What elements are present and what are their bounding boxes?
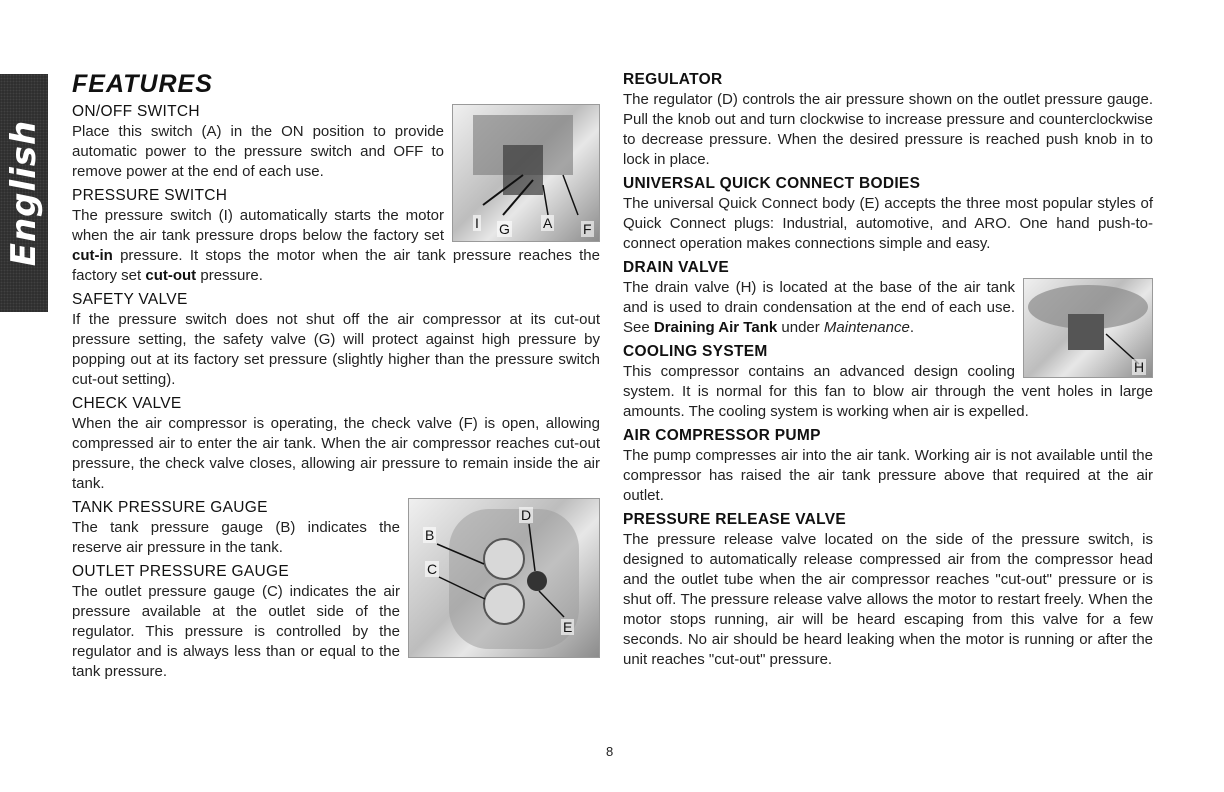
left-column — [72, 70, 600, 686]
regulator-heading: REGULATOR — [623, 71, 723, 88]
pump-heading: AIR COMPRESSOR PUMP — [623, 427, 821, 444]
figure-label-a: A — [543, 215, 553, 231]
figure-label-i: I — [475, 215, 479, 231]
cooling-heading: COOLING SYSTEM — [623, 343, 768, 360]
gauges-figure — [408, 498, 600, 658]
figure-label-h: H — [1134, 359, 1145, 375]
page-number: 8 — [606, 744, 614, 759]
pressure-switch-heading: PRESSURE SWITCH — [72, 187, 228, 204]
pressure-switch-text: The pressure switch (I) automatically starts the motor when the air tank pressure drops below the factory set cut-in pressure. It stops the motor when the air tank pressure reaches the factory set cut-out pressure. — [72, 207, 600, 284]
figure-label-c: C — [427, 561, 438, 577]
figure-label-d: D — [521, 507, 532, 523]
check-valve-heading: CHECK VALVE — [72, 395, 182, 412]
tank-gauge-text: The tank pressure gauge (B) indicates the reserve air pressure in the tank. — [72, 519, 400, 556]
onoff-text: Place this switch (A) in the ON position to provide automatic power to the pressure switch and OFF to remove power at the end of each use. — [72, 123, 444, 180]
switch-figure — [452, 104, 600, 242]
regulator-text: The regulator (D) controls the air pressure shown on the outlet pressure gauge. Pull the knob out and turn clockwise to increase pressure and counterclockwise to decrease pressure. When the desired pressure is reached push knob in to lock in place. — [623, 91, 1153, 168]
quick-connect-text: The universal Quick Connect body (E) accepts the three most popular styles of Quick Connect plugs: Industrial, automotive, and ARO. One hand push-to-connect operation makes connections simple and easy. — [623, 195, 1153, 252]
figure-label-f: F — [583, 221, 592, 237]
release-valve-heading: PRESSURE RELEASE VALVE — [623, 511, 847, 528]
tank-gauge-heading: TANK PRESSURE GAUGE — [72, 499, 268, 516]
figure-label-e: E — [563, 619, 573, 635]
drain-valve-heading: DRAIN VALVE — [623, 259, 730, 276]
safety-valve-text: If the pressure switch does not shut off the air compressor at its cut-out pressure setting, the safety valve (G) will protect against high pressure by popping out at its factory set pressure (slightly higher than the pressure switch cut-out setting). — [72, 311, 600, 388]
outlet-gauge-text: The outlet pressure gauge (C) indicates the air pressure available at the outlet side of the regulator. This pressure is controlled by the regulator and is always less than or equal to the tank pressure. — [72, 583, 400, 680]
safety-valve-heading: SAFETY VALVE — [72, 291, 188, 308]
cooling-text: This compressor contains an advanced design cooling system. It is normal for this fan to blow air through the vent holes in large amounts. The cooling system is working when air is expelled. — [623, 363, 1153, 420]
right-column — [623, 70, 1153, 674]
release-valve-text: The pressure release valve located on the side of the pressure switch, is designed to automatically release compressed air from the compressor head and the outlet tube when the air compressor reaches "cut-out" pressure or is shut off. The pressure release valve allows the motor to restart freely. When the motor stops running, air will be heard escaping from this valve for a few seconds. No air should be heard leaking when the motor is running or after the unit reaches "cut-out" pressure. — [623, 531, 1153, 668]
language-tab-label: English — [4, 119, 44, 267]
check-valve-text: When the air compressor is operating, the check valve (F) is open, allowing compressed air to enter the air tank. When the air compressor reaches cut-out pressure, the check valve closes, allowing air pressure to remain inside the air tank. — [72, 415, 600, 492]
page-title: FEATURES — [72, 70, 213, 98]
language-tab — [0, 74, 48, 312]
figure-label-b: B — [425, 527, 435, 543]
onoff-heading: ON/OFF SWITCH — [72, 103, 200, 120]
drain-valve-text: The drain valve (H) is located at the base of the air tank and is used to drain condensation at the end of each use. See Draining Air Tank under Maintenance. — [623, 279, 1015, 336]
quick-connect-heading: UNIVERSAL QUICK CONNECT BODIES — [623, 175, 921, 192]
drain-figure — [1023, 278, 1153, 378]
figure-label-g: G — [499, 221, 510, 237]
outlet-gauge-heading: OUTLET PRESSURE GAUGE — [72, 563, 290, 580]
pump-text: The pump compresses air into the air tank. Working air is not available until the compressor has raised the air tank pressure above that required at the air outlet. — [623, 447, 1153, 504]
